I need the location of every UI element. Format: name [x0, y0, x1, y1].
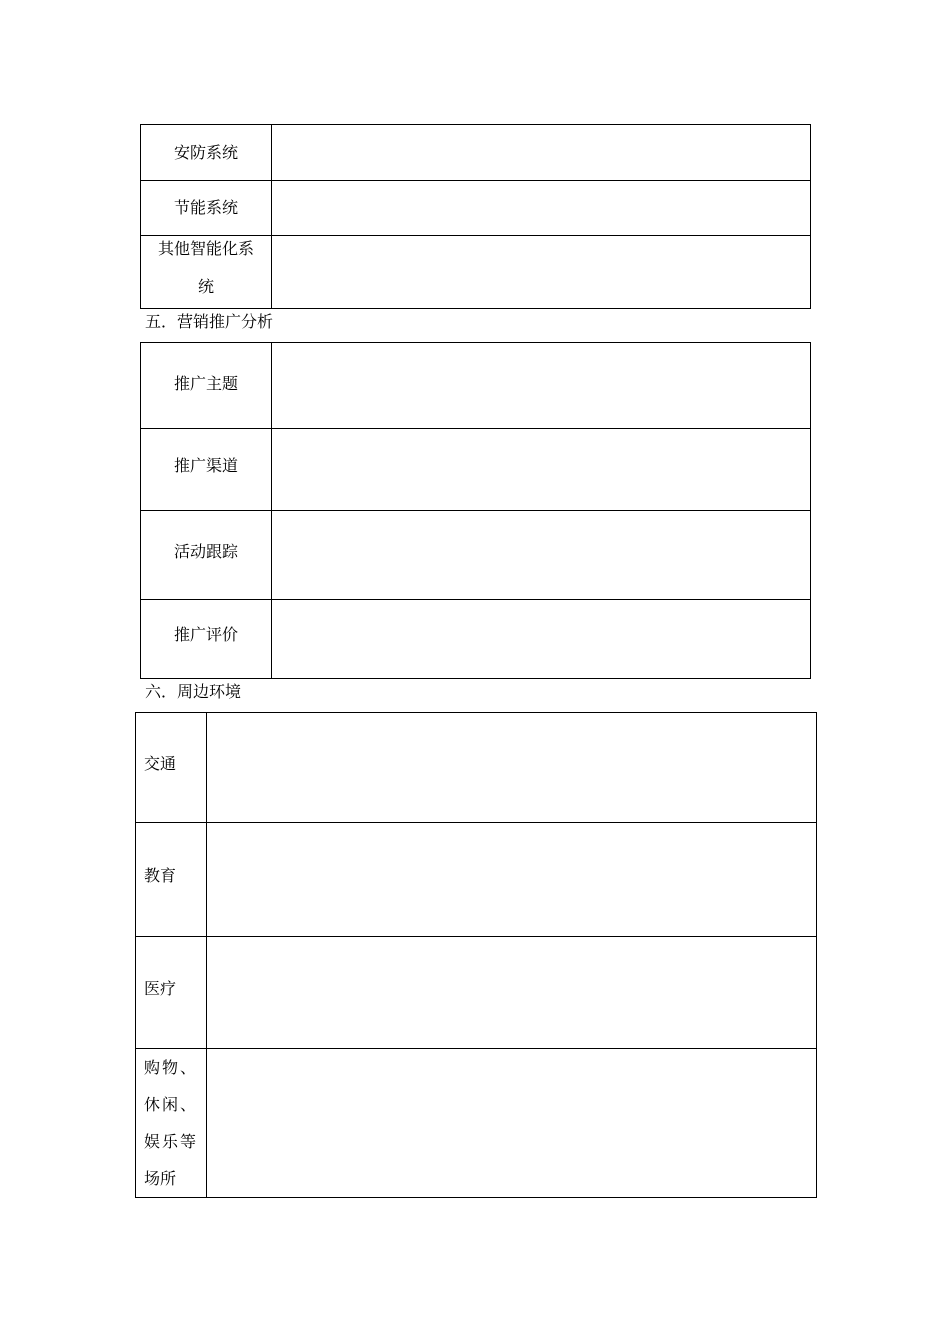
row-label: 交通 — [136, 713, 207, 823]
row-label: 推广评价 — [141, 600, 272, 679]
table-row — [141, 125, 811, 181]
table-row — [141, 236, 811, 309]
row-label-line: 购物、 — [144, 1058, 199, 1077]
row-label-line: 其他智能化系 — [157, 239, 254, 258]
row-value-cell[interactable] — [207, 937, 817, 1049]
row-value-cell[interactable] — [207, 713, 817, 823]
section-heading: 六．周边环境 — [145, 682, 242, 701]
row-label-line: 休闲、 — [144, 1095, 199, 1114]
table-row — [136, 823, 817, 937]
row-label — [136, 1049, 207, 1198]
table-row — [141, 511, 811, 600]
section-heading: 五．营销推广分析 — [145, 312, 274, 331]
row-value-cell[interactable] — [207, 1049, 817, 1198]
row-label: 活动跟踪 — [141, 511, 272, 600]
row-label-line: 场所 — [144, 1169, 177, 1188]
row-label — [141, 236, 272, 309]
row-value-cell[interactable] — [272, 343, 811, 429]
row-value-cell[interactable] — [272, 429, 811, 511]
row-label: 教育 — [136, 823, 207, 937]
table-row — [141, 181, 811, 236]
row-label: 推广渠道 — [141, 429, 272, 511]
row-value-cell[interactable] — [272, 181, 811, 236]
row-value-cell[interactable] — [207, 823, 817, 937]
row-value-cell[interactable] — [272, 125, 811, 181]
system-table — [140, 124, 811, 309]
row-label: 推广主题 — [141, 343, 272, 429]
environment-table — [135, 712, 817, 1198]
row-value-cell[interactable] — [272, 600, 811, 679]
table-row — [136, 1049, 817, 1198]
table-row — [136, 713, 817, 823]
row-value-cell[interactable] — [272, 236, 811, 309]
table-row — [136, 937, 817, 1049]
row-label: 节能系统 — [141, 181, 272, 236]
row-label-line: 统 — [197, 277, 214, 296]
marketing-table — [140, 342, 811, 679]
table-row — [141, 429, 811, 511]
table-row — [141, 343, 811, 429]
table-row — [141, 600, 811, 679]
row-label: 安防系统 — [141, 125, 272, 181]
row-value-cell[interactable] — [272, 511, 811, 600]
row-label-line: 娱乐等 — [144, 1132, 199, 1151]
row-label: 医疗 — [136, 937, 207, 1049]
